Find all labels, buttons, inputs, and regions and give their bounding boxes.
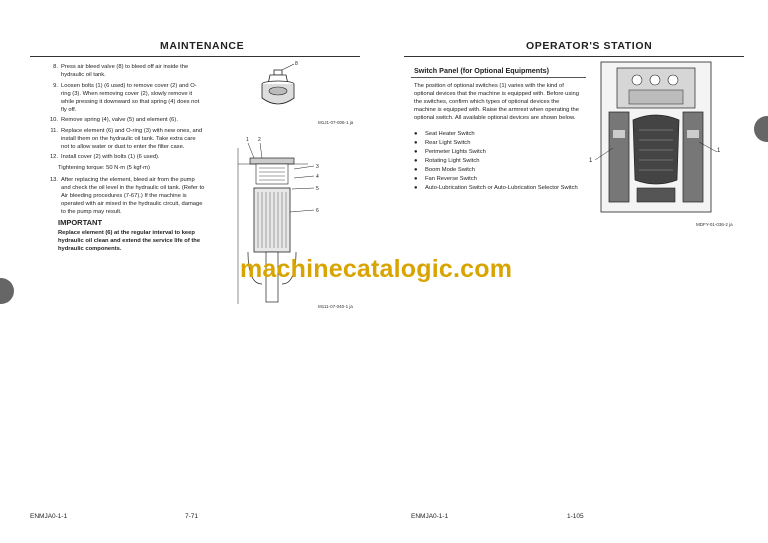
right-page-header: OPERATOR'S STATION	[526, 40, 653, 52]
fig2-callout-3: 3	[316, 164, 319, 170]
step-13: 13. After replacing the element, bleed air from the pump and check the oil level in the hydraulic oil tank. (Refer to Air bleeding procedures (7-67).) If the machine is operated with air mixed in the hydraulic circuit, damage to the pump may result.	[49, 177, 205, 215]
step-8: 8. Press air bleed valve (8) to bleed off air inside the hydraulic oil tank.	[53, 64, 189, 78]
tightening-torque: Tightening torque: 50 N·m (5 kgf·m)	[58, 165, 150, 171]
figure-callout-right-1: 1	[717, 148, 721, 154]
left-page-number: 7-71	[185, 513, 199, 520]
section-title: Switch Panel (for Optional Equipments)	[414, 66, 549, 75]
list-item: ● Boom Mode Switch	[414, 167, 475, 173]
right-page-number: 1-105	[567, 513, 584, 520]
list-item: ● Fan Reverse Switch	[414, 176, 477, 182]
left-header-rule	[30, 56, 360, 57]
fig2-callout-5: 5	[316, 186, 319, 192]
fig2-callout-1: 1	[246, 137, 249, 143]
optional-switch-list	[414, 130, 582, 193]
list-item: ● Auto-Lubrication Switch or Auto-Lubrication Selector Switch	[414, 185, 578, 191]
list-item: ● Perimeter Lights Switch	[414, 149, 486, 155]
figure-callout-left-1: 1	[589, 158, 593, 164]
fig2-callout-6: 6	[316, 208, 319, 214]
operator-station-figure	[589, 60, 729, 220]
step-10: 10. Remove spring (4), valve (5) and element (6).	[49, 117, 178, 123]
left-footer-code: ENMJA0-1-1	[30, 513, 68, 520]
fig2-caption: M111-07-040-1 ja	[318, 304, 353, 309]
watermark: machinecatalogic.com	[240, 255, 513, 283]
fig1-caption: M1J1-07-006-1 ja	[318, 120, 354, 125]
left-page-header: MAINTENANCE	[160, 40, 245, 52]
fig2-callout-4: 4	[316, 174, 319, 180]
section-title-rule	[411, 77, 586, 78]
right-section-tab	[754, 116, 768, 142]
maintenance-steps	[45, 63, 205, 253]
important-title: IMPORTANT	[58, 217, 103, 227]
right-footer-code: ENMJA0-1-1	[411, 513, 449, 520]
step-9: 9. Loosen bolts (1) (6 used) to remove cover (2) and O-ring (3). When removing cover (2), slowly remove it while pressing it downward so that spring (4) does not fly off.	[53, 82, 200, 113]
list-item: ● Seat Heater Switch	[414, 131, 475, 137]
figure-caption: MDFY-01-036-2 ja	[696, 222, 733, 227]
fig2-callout-2: 2	[258, 137, 261, 143]
air-bleed-valve-figure	[250, 58, 310, 122]
step-11: 11. Replace element (6) and O-ring (3) with new ones, and install them on the hydraulic oil tank. Take extra care not to allow water or dust to enter the filter case.	[50, 127, 203, 150]
important-text: Replace element (6) at the regular interval to keep hydraulic oil clean and extend the service life of the hydraulic components.	[58, 229, 201, 252]
list-item: ● Rear Light Switch	[414, 140, 471, 146]
right-header-rule	[404, 56, 744, 57]
list-item: ● Rotating Light Switch	[414, 158, 480, 164]
step-12: 12. Install cover (2) with bolts (1) (6 used).	[49, 154, 160, 160]
left-section-tab	[0, 278, 14, 304]
fig1-callout-8: 8	[295, 61, 298, 67]
intro-paragraph: The position of optional switches (1) varies with the kind of optional devices that the machine is equipped with. Before using the switches, confirm which types of optional devices the machine is equipped with. Raise the armrest when operating the optional switch. All available optional devices are shown below.	[414, 83, 579, 121]
